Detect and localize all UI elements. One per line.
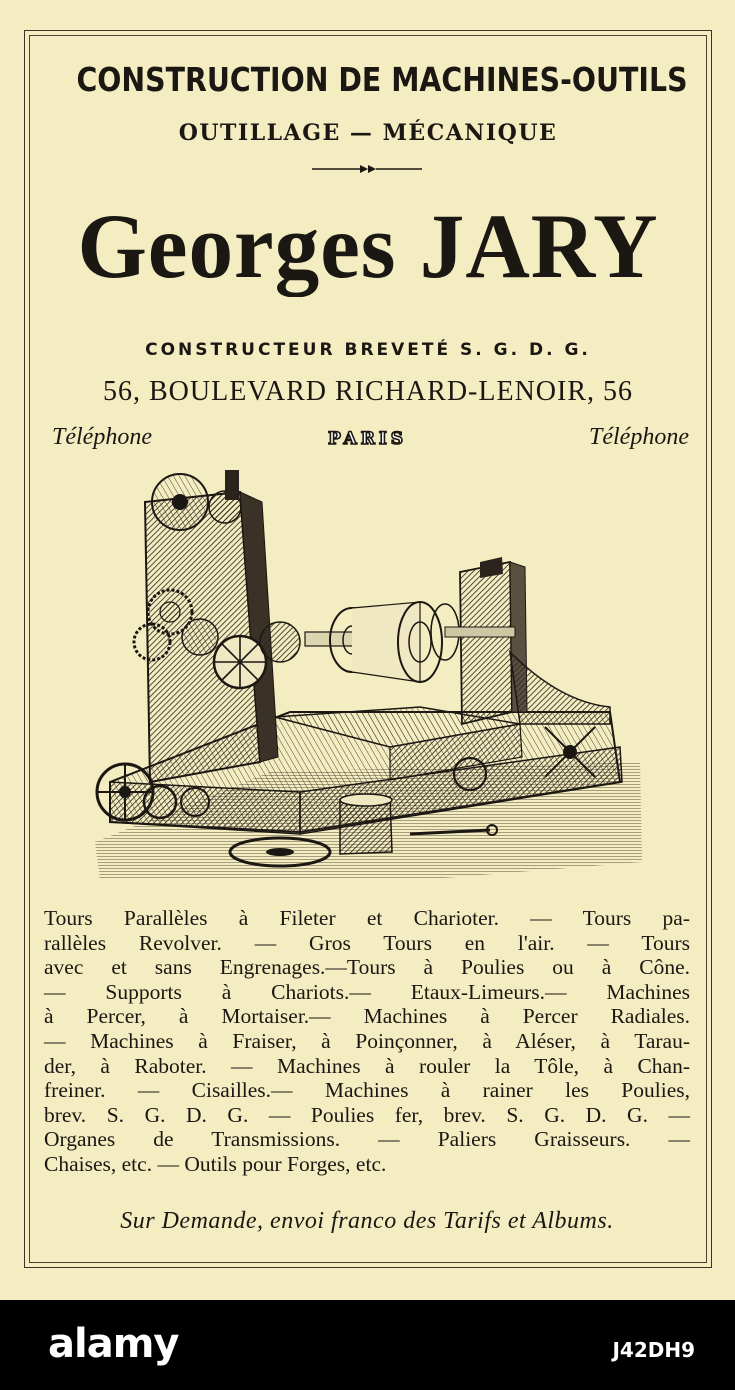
patent-line: CONSTRUCTEUR BREVETÉ S. G. D. G. — [145, 340, 591, 360]
product-description — [44, 906, 690, 1177]
address: 56, BOULEVARD RICHARD-LENOIR, 56 — [102, 376, 634, 407]
telephone-left: Téléphone — [52, 424, 152, 450]
footer-note: Sur Demande, envoi franco des Tarifs et Albums. — [120, 1208, 614, 1234]
product-line: Tours Parallèles à Fileter et Charioter. — Tours pa- — [44, 906, 690, 930]
telephone-right: Téléphone — [589, 424, 689, 450]
product-line: Organes de Transmissions. — Paliers Graisseurs. — — [44, 1127, 690, 1152]
subheadline: OUTILLAGE — MÉCANIQUE — [178, 120, 558, 146]
product-line: — Supports à Chariots.— Etaux-Limeurs.— Machines — [44, 979, 690, 1004]
city: PARIS — [327, 429, 408, 449]
product-line: rallèles Revolver. — Gros Tours en l'air. — Tours — [44, 930, 690, 955]
product-line: à Percer, à Mortaiser.— Machines à Percer Radiales. — [44, 1004, 690, 1029]
company-name: Georges JARY — [77, 195, 659, 297]
product-line: der, à Raboter. — Machines à rouler la Tôle, à Chan- — [44, 1053, 690, 1078]
image-id: J42DH9 — [612, 1338, 695, 1362]
machine-tool-illustration — [90, 462, 650, 890]
product-line: freiner. — Cisailles.— Machines à rainer les Poulies, — [44, 1078, 690, 1103]
divider-ornament-icon — [312, 163, 422, 175]
product-line: brev. S. G. D. G. — Poulies fer, brev. S. G. D. G. — — [44, 1102, 690, 1127]
product-line: avec et sans Engrenages.—Tours à Poulies ou à Cône. — [44, 955, 690, 980]
watermark-logo: alamy — [48, 1321, 179, 1367]
product-line: Chaises, etc. — Outils pour Forges, etc. — [44, 1151, 387, 1176]
product-line: — Machines à Fraiser, à Poinçonner, à Aléser, à Tarau- — [44, 1028, 690, 1053]
headline: CONSTRUCTION DE MACHINES-OUTILS — [76, 60, 688, 99]
